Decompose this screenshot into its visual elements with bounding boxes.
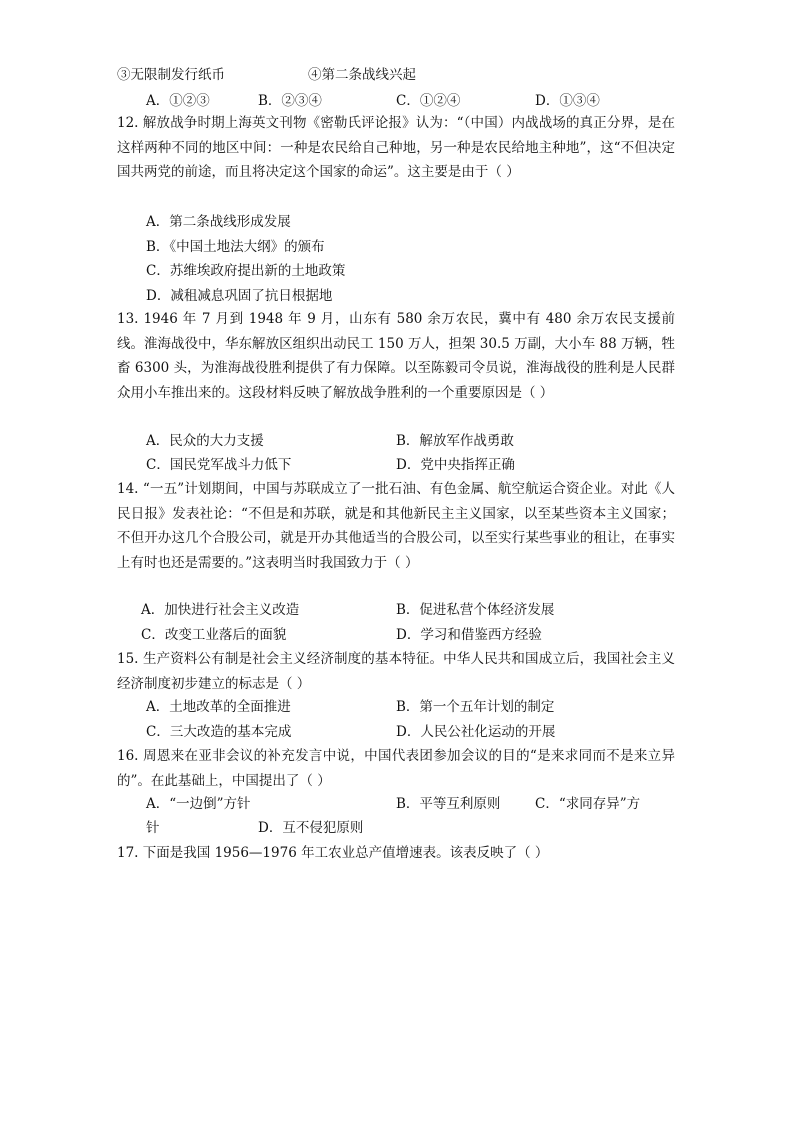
q12-option-d: D．减租减息巩固了抗日根据地	[146, 288, 333, 304]
q15-stem-text: 生产资料公有制是社会主义经济制度的基本特征。中华人民共和国成立后，我国社会主义经济制度初步建立的标志是（ ）	[117, 651, 676, 692]
q12-option-c: C．苏维埃政府提出新的土地政策	[146, 263, 346, 279]
q14-stem	[117, 477, 675, 575]
q12-option-b: B．《中国土地法大纲》的颁布	[146, 239, 325, 255]
q15-number: 15.	[117, 651, 139, 667]
q11-option-d: D．①③④	[535, 93, 600, 109]
q16-option-c-wrap: 针	[146, 820, 160, 836]
q16-stem-text: 周恩来在亚非会议的补充发言中说，中国代表团参加会议的目的“是来求同而不是来立异的”。在此基础上，中国提出了（ ）	[117, 748, 675, 789]
q15-option-c: C．三大改造的基本完成	[146, 724, 292, 740]
q13-option-c: C．国民党军战斗力低下	[146, 457, 292, 473]
q17-number: 17.	[117, 845, 139, 861]
q13-stem-text: 1946 年 7 月到 1948 年 9 月，山东有 580 余万农民，冀中有 480 余万农民支援前线。淮海战役中，华东解放区组织出动民工 150 万人，担架 30.5 万副，大小车 88 万辆，牲畜 6300 头，为淮海战役胜利提供了有力保障。以至陈毅司令员说，淮海战役的胜利是人民群众用小车推出来的。这段材料反映了解放战争胜利的一个重要原因是（ ）	[117, 311, 675, 401]
q13-option-b: B．解放军作战勇敢	[396, 433, 514, 449]
q11-option-c: C．①②④	[396, 93, 461, 109]
q15-stem	[117, 647, 675, 696]
q14-option-c: C．改变工业落后的面貌	[141, 627, 287, 643]
q16-number: 16.	[117, 748, 139, 764]
q12-stem	[117, 111, 675, 185]
q14-stem-text: “一五”计划期间，中国与苏联成立了一批石油、有色金属、航空航运合资企业。对此《人民日报》发表社论：“不但是和苏联，就是和其他新民主主义国家，以至某些资本主义国家；不但开办这几个合股公司，就是开办其他适当的合股公司，以至实行某些事业的租让，在事实上有时也还是需要的。”这表明当时我国致力于（ ）	[117, 481, 675, 571]
q17-stem	[117, 844, 548, 862]
q16-option-b: B．平等互利原则	[396, 796, 501, 812]
q16-option-a: A．“一边倒”方针	[146, 796, 251, 812]
q13-number: 13.	[117, 311, 139, 327]
q14-option-a: A．加快进行社会主义改造	[141, 602, 300, 618]
q12-option-a: A．第二条战线形成发展	[146, 214, 291, 230]
q16-option-c: C．“求同存异”方	[535, 796, 641, 812]
q13-option-a: A．民众的大力支援	[146, 433, 264, 449]
q12-stem-text: 解放战争时期上海英文刊物《密勒氏评论报》认为：“（中国）内战战场的真正分界，是在这样两种不同的地区中间：一种是农民给自己种地，另一种是农民给地主种地”，这“不但决定国共两党的前途，而且将决定这个国家的命运”。这主要是由于（ ）	[117, 115, 675, 181]
q15-option-d: D．人民公社化运动的开展	[396, 724, 556, 740]
q14-option-d: D．学习和借鉴西方经验	[396, 627, 542, 643]
q11-option-a: A．①②③	[146, 93, 210, 109]
q15-option-b: B．第一个五年计划的制定	[396, 699, 555, 715]
q13-option-d: D．党中央指挥正确	[396, 457, 515, 473]
q13-stem	[117, 307, 675, 405]
q12-number: 12.	[117, 115, 139, 131]
q15-option-a: A．土地改革的全面推进	[146, 699, 291, 715]
q16-stem	[117, 744, 675, 793]
q16-option-d: D．互不侵犯原则	[258, 820, 364, 836]
q17-stem-text: 下面是我国 1956—1976 年工农业总产值增速表。该表反映了（ ）	[142, 845, 549, 861]
q14-option-b: B．促进私营个体经济发展	[396, 602, 555, 618]
q11-option-b: B．②③④	[258, 93, 322, 109]
q14-number: 14.	[117, 481, 139, 497]
q11-item-3: ③无限制发行纸币	[117, 67, 225, 83]
q11-item-4: ④第二条战线兴起	[308, 67, 416, 83]
